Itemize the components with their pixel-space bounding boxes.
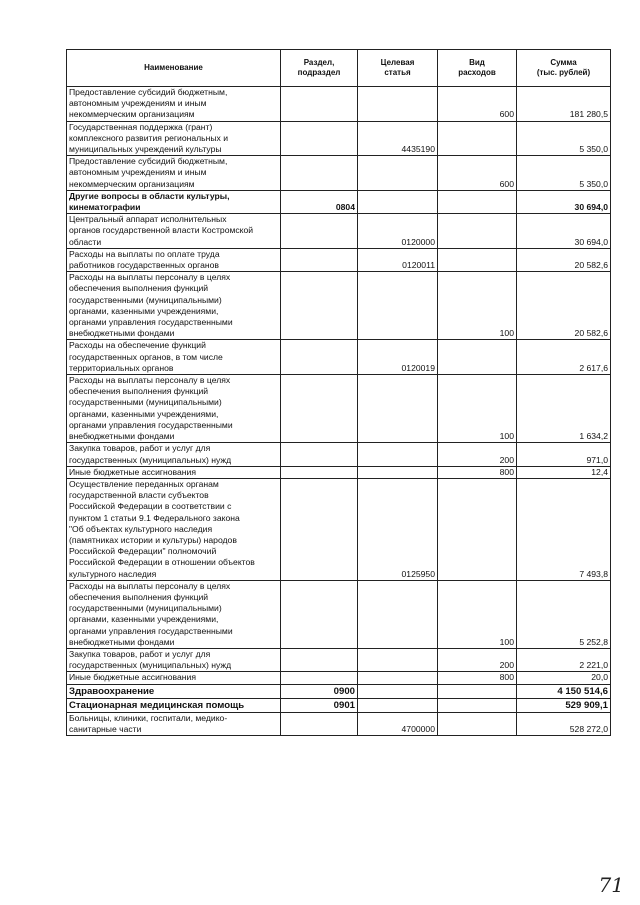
row-target-cell: 0120019: [358, 340, 438, 375]
row-sum-cell: 20 582,6: [517, 272, 611, 340]
row-target-cell: 0125950: [358, 478, 438, 580]
col-header-sum: Сумма (тыс. рублей): [517, 50, 611, 87]
table-row: [67, 443, 611, 466]
row-section-cell: [281, 214, 358, 249]
row-sum-cell: 5 350,0: [517, 121, 611, 156]
row-type-cell: 100: [438, 580, 517, 648]
row-type-cell: 100: [438, 272, 517, 340]
row-sum-cell: 2 617,6: [517, 340, 611, 375]
row-name-cell: Иные бюджетные ассигнования: [67, 466, 281, 478]
row-type-cell: [438, 340, 517, 375]
budget-table: [66, 49, 611, 736]
table-row: [67, 684, 611, 698]
table-row: [67, 712, 611, 735]
row-target-cell: [358, 375, 438, 443]
row-type-cell: [438, 478, 517, 580]
table-row: [67, 375, 611, 443]
row-sum-cell: 30 694,0: [517, 190, 611, 213]
row-type-cell: 600: [438, 87, 517, 122]
table-row: [67, 156, 611, 191]
row-target-cell: [358, 684, 438, 698]
table-row: [67, 580, 611, 648]
row-name-cell: Здравоохранение: [67, 684, 281, 698]
row-name-cell: Расходы на выплаты персоналу в целях обеспечения выполнения функций государственными (муниципальными) органами, казенными учреждениями, органами управления государственными внебюджетными фондами: [67, 580, 281, 648]
row-type-cell: [438, 190, 517, 213]
row-section-cell: [281, 272, 358, 340]
row-name-cell: Закупка товаров, работ и услуг для государственных (муниципальных) нужд: [67, 648, 281, 671]
row-sum-cell: 2 221,0: [517, 648, 611, 671]
row-section-cell: [281, 443, 358, 466]
row-sum-cell: 529 909,1: [517, 698, 611, 712]
row-section-cell: [281, 672, 358, 684]
row-target-cell: 4435190: [358, 121, 438, 156]
row-sum-cell: 528 272,0: [517, 712, 611, 735]
row-section-cell: 0901: [281, 698, 358, 712]
row-section-cell: [281, 156, 358, 191]
row-name-cell: Государственная поддержка (грант) комплексного развития региональных и муниципальных учреждений культуры: [67, 121, 281, 156]
row-sum-cell: 1 634,2: [517, 375, 611, 443]
table-row: [67, 121, 611, 156]
row-sum-cell: 181 280,5: [517, 87, 611, 122]
row-name-cell: Расходы на обеспечение функций государственных органов, в том числе территориальных органов: [67, 340, 281, 375]
row-name-cell: Центральный аппарат исполнительных органов государственной власти Костромской области: [67, 214, 281, 249]
row-name-cell: Расходы на выплаты по оплате труда работников государственных органов: [67, 248, 281, 271]
row-type-cell: 600: [438, 156, 517, 191]
table-row: [67, 87, 611, 122]
row-section-cell: [281, 375, 358, 443]
row-target-cell: [358, 272, 438, 340]
row-sum-cell: 20 582,6: [517, 248, 611, 271]
row-type-cell: 200: [438, 443, 517, 466]
table-row: [67, 272, 611, 340]
table-header-row: [67, 50, 611, 87]
row-sum-cell: 12,4: [517, 466, 611, 478]
row-section-cell: [281, 466, 358, 478]
row-name-cell: Осуществление переданных органам государственной власти субъектов Российской Федерации в соответствии с пунктом 1 статьи 9.1 Федерального закона "Об объектах культурного наследия (памятниках истории и культуры) народов Российской Федерации" полномочий Российской Федерации в отношении объектов культурного наследия: [67, 478, 281, 580]
row-name-cell: Больницы, клиники, госпитали, медико- санитарные части: [67, 712, 281, 735]
col-header-target: Целевая статья: [358, 50, 438, 87]
table-row: [67, 214, 611, 249]
row-sum-cell: 5 350,0: [517, 156, 611, 191]
row-name-cell: Предоставление субсидий бюджетным, автономным учреждениям и иным некоммерческим организациям: [67, 87, 281, 122]
row-sum-cell: 5 252,8: [517, 580, 611, 648]
table-row: [67, 698, 611, 712]
row-type-cell: 200: [438, 648, 517, 671]
row-type-cell: 100: [438, 375, 517, 443]
row-target-cell: 0120000: [358, 214, 438, 249]
row-type-cell: [438, 684, 517, 698]
table-row: [67, 478, 611, 580]
col-header-type: Вид расходов: [438, 50, 517, 87]
row-section-cell: [281, 478, 358, 580]
row-section-cell: [281, 580, 358, 648]
row-target-cell: [358, 466, 438, 478]
col-header-name: Наименование: [67, 50, 281, 87]
row-target-cell: [358, 87, 438, 122]
row-target-cell: 4700000: [358, 712, 438, 735]
row-sum-cell: 7 493,8: [517, 478, 611, 580]
row-name-cell: Закупка товаров, работ и услуг для государственных (муниципальных) нужд: [67, 443, 281, 466]
row-sum-cell: 20,0: [517, 672, 611, 684]
row-target-cell: [358, 580, 438, 648]
row-type-cell: [438, 698, 517, 712]
row-section-cell: [281, 87, 358, 122]
row-name-cell: Другие вопросы в области культуры, кинематографии: [67, 190, 281, 213]
row-target-cell: [358, 698, 438, 712]
row-section-cell: [281, 121, 358, 156]
table-row: [67, 648, 611, 671]
row-target-cell: [358, 648, 438, 671]
row-name-cell: Иные бюджетные ассигнования: [67, 672, 281, 684]
row-section-cell: [281, 648, 358, 671]
row-section-cell: [281, 340, 358, 375]
row-type-cell: [438, 712, 517, 735]
row-target-cell: [358, 672, 438, 684]
row-target-cell: 0120011: [358, 248, 438, 271]
row-section-cell: [281, 712, 358, 735]
row-type-cell: [438, 248, 517, 271]
table-row: [67, 466, 611, 478]
table-row: [67, 672, 611, 684]
page-number: 71: [598, 873, 624, 897]
row-type-cell: [438, 121, 517, 156]
row-name-cell: Расходы на выплаты персоналу в целях обеспечения выполнения функций государственными (муниципальными) органами, казенными учреждениями, органами управления государственными внебюджетными фондами: [67, 375, 281, 443]
row-target-cell: [358, 156, 438, 191]
table-row: [67, 340, 611, 375]
row-sum-cell: 971,0: [517, 443, 611, 466]
row-target-cell: [358, 190, 438, 213]
row-name-cell: Стационарная медицинская помощь: [67, 698, 281, 712]
row-type-cell: 800: [438, 466, 517, 478]
row-name-cell: Расходы на выплаты персоналу в целях обеспечения выполнения функций государственными (муниципальными) органами, казенными учреждениями, органами управления государственными внебюджетными фондами: [67, 272, 281, 340]
row-name-cell: Предоставление субсидий бюджетным, автономным учреждениям и иным некоммерческим организациям: [67, 156, 281, 191]
table-row: [67, 190, 611, 213]
col-header-section: Раздел, подраздел: [281, 50, 358, 87]
row-sum-cell: 30 694,0: [517, 214, 611, 249]
row-type-cell: [438, 214, 517, 249]
row-section-cell: 0900: [281, 684, 358, 698]
row-target-cell: [358, 443, 438, 466]
table-row: [67, 248, 611, 271]
row-sum-cell: 4 150 514,6: [517, 684, 611, 698]
row-type-cell: 800: [438, 672, 517, 684]
row-section-cell: 0804: [281, 190, 358, 213]
row-section-cell: [281, 248, 358, 271]
